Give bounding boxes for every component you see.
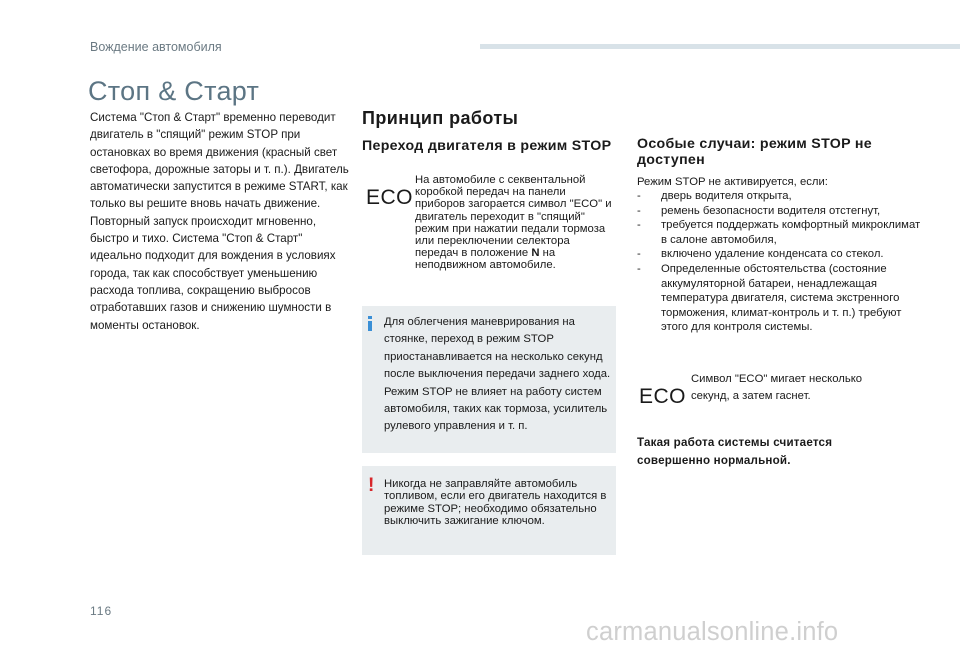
special-cases-subtitle: Особые случаи: режим STOP не доступен <box>637 136 872 168</box>
eco-symbol-text: ECO <box>366 186 414 209</box>
list-item: - дверь водителя открыта, <box>637 190 792 202</box>
gear-neutral-label: N <box>531 247 540 260</box>
section-title: Принцип работы <box>362 108 519 128</box>
eco-description-text: На автомобиле с секвентальной коробкой передач на панели приборов загорается символ "ECO" и двигатель переходит в "спящий" режим при нажатии педали тормоза или переключении селектора передач в положение <box>415 174 612 260</box>
normal-operation-note: Такая работа системы считается совершенно нормальной. <box>637 436 833 467</box>
list-item: - Определенные обстоятельства (состояние аккумуляторной батареи, ненадлежащая температура двигателя, система экстренного торможения, климат-контроль и т. п.) требуют этого для контроля системы. <box>637 262 902 334</box>
special-cases-intro: Режим STOP не активируется, если: <box>637 176 828 188</box>
eco-icon <box>366 186 413 210</box>
page-title: Стоп & Старт <box>88 76 260 106</box>
watermark: carmanualsonline.info <box>586 618 839 646</box>
eco-icon <box>639 385 686 409</box>
warning-note-text: Никогда не заправляйте автомобиль топливом, если его двигатель находится в режиме STOP; необходимо обязательно выключить зажигание ключом. <box>384 478 607 527</box>
eco-description <box>415 174 615 272</box>
intro-paragraph: Система "Стоп & Старт" временно переводит двигатель в "спящий" режим STOP при остановках во время движения (красный свет светофора, дорожные заторы и т. п.). Двигатель автоматически запустится в режиме START, как только вы решите вновь начать движение. Повторный запуск происходит мгновенно, быстро и тихо. Система "Стоп & Старт" идеально подходит для вождения в условиях города, так как способствует уменьшению расхода топлива, сокращению выбросов отработавших газов и снижению шумности в моменты остановок. <box>90 111 349 332</box>
eco-blink-description: Символ "ECO" мигает несколько секунд, а затем гаснет. <box>691 373 863 403</box>
info-note-text: Для облегчения маневрирования на стоянке, переход в режим STOP приостанавливается на несколько секунд после выключения передачи заднего хода. Режим STOP не влияет на работу систем автомобиля, таких как тормоза, усилитель рулевого управления и т. п. <box>384 316 611 433</box>
special-cases-list <box>637 189 922 335</box>
eco-description-end: на неподвижном автомобиле. <box>415 247 556 272</box>
header-section-label: Вождение автомобиля <box>90 40 222 54</box>
header-divider <box>480 44 960 49</box>
stop-mode-subtitle: Переход двигателя в режим STOP <box>362 138 612 154</box>
info-icon <box>367 316 373 330</box>
list-item: - требуется поддержать комфортный микроклимат в салоне автомобиля, <box>637 219 921 246</box>
page-number: 116 <box>90 604 113 618</box>
list-item: - включено удаление конденсата со стекол. <box>637 248 884 261</box>
warning-icon: ! <box>368 475 375 496</box>
list-item: - ремень безопасности водителя отстегнут, <box>637 204 881 217</box>
eco-symbol-text: ECO <box>639 385 687 408</box>
